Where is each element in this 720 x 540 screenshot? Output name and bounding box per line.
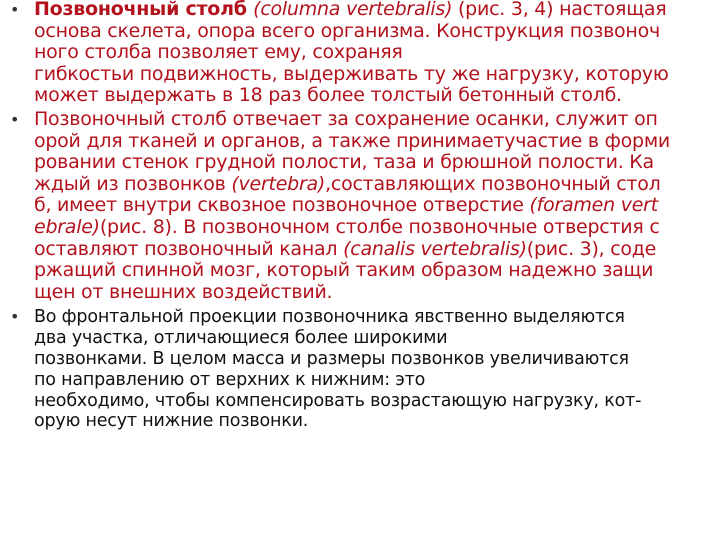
text-line: [34, 391, 718, 412]
text-run: два участка, отличающиеся более широкими: [34, 328, 448, 349]
text-run: орую несут нижние позвонки.: [34, 411, 309, 432]
text-run: (columna vertebralis): [253, 0, 453, 20]
bullet-dot-icon: •: [10, 109, 20, 129]
bullet-list: [10, 0, 718, 432]
bullet-item: [10, 0, 718, 107]
text-line: [34, 0, 718, 21]
text-line: [34, 109, 718, 131]
bullet-text: [34, 307, 718, 432]
text-run: ного столба позволяет ему, сохраняя: [34, 41, 403, 64]
text-line: [34, 152, 718, 174]
text-run: позвонками. В целом масса и размеры позвонков увеличиваются: [34, 348, 629, 369]
text-line: [34, 64, 718, 86]
text-run: ровании стенок грудной полости, таза и брюшной полости. Ка: [34, 151, 654, 174]
text-line: [34, 411, 718, 432]
text-line: [34, 282, 718, 304]
text-line: [34, 85, 718, 107]
text-line: [34, 174, 718, 196]
text-run: щен от внешних воздействий.: [34, 280, 333, 303]
text-run: ждый из позвонков: [34, 172, 232, 195]
text-line: [34, 195, 718, 217]
text-run: ebrale): [34, 215, 100, 238]
bullet-dot-icon: •: [10, 0, 20, 19]
text-run: по направлению от верхних к нижним: это: [34, 369, 426, 390]
text-run: Позвоночный столб: [34, 0, 254, 20]
text-run: (рис. 8). В позвоночном столбе позвоночные отверстия с: [99, 215, 660, 238]
text-line: [34, 307, 718, 328]
text-run: (рис. 3), соде: [526, 237, 657, 260]
text-run: ржащий спинной мозг, который таким образом надежно защи: [34, 259, 654, 282]
text-run: (vertebra): [231, 172, 326, 195]
text-line: [34, 21, 718, 43]
text-run: ,составляющих позвоночный стол: [325, 172, 661, 195]
text-run: может выдержать в 18 раз более толстый бетонный столб.: [34, 84, 622, 107]
text-run: (canalis vertebralis): [343, 237, 527, 260]
text-line: [34, 260, 718, 282]
bullet-text: [34, 0, 718, 107]
text-run: необходимо, чтобы компенсировать возрастающую нагрузку, кот-: [34, 390, 642, 411]
text-line: [34, 131, 718, 153]
bullet-item: [10, 307, 718, 432]
text-run: б, имеет внутри сквозное позвоночное отверстие: [34, 194, 530, 217]
text-run: (foramen vert: [529, 194, 658, 217]
text-run: Во фронтальной проекции позвоночника явственно выделяются: [34, 307, 625, 328]
bullet-dot-icon: •: [10, 307, 20, 327]
bullet-item: [10, 109, 718, 303]
text-line: [34, 349, 718, 370]
text-line: [34, 42, 718, 64]
text-run: основа скелета, опора всего организма. Конструкция позвоноч: [34, 19, 660, 42]
text-line: [34, 239, 718, 261]
text-run: орой для тканей и органов, а также принимаетучастие в форми: [34, 129, 671, 152]
text-line: [34, 328, 718, 349]
text-run: гибкостьи подвижность, выдерживать ту же нагрузку, которую: [34, 62, 669, 85]
text-run: оставляют позвоночный канал: [34, 237, 344, 260]
text-run: (рис. 3, 4) настоящая: [452, 0, 667, 20]
text-line: [34, 370, 718, 391]
text-line: [34, 217, 718, 239]
bullet-text: [34, 109, 718, 303]
text-run: Позвоночный столб отвечает за сохранение осанки, служит оп: [34, 107, 658, 130]
